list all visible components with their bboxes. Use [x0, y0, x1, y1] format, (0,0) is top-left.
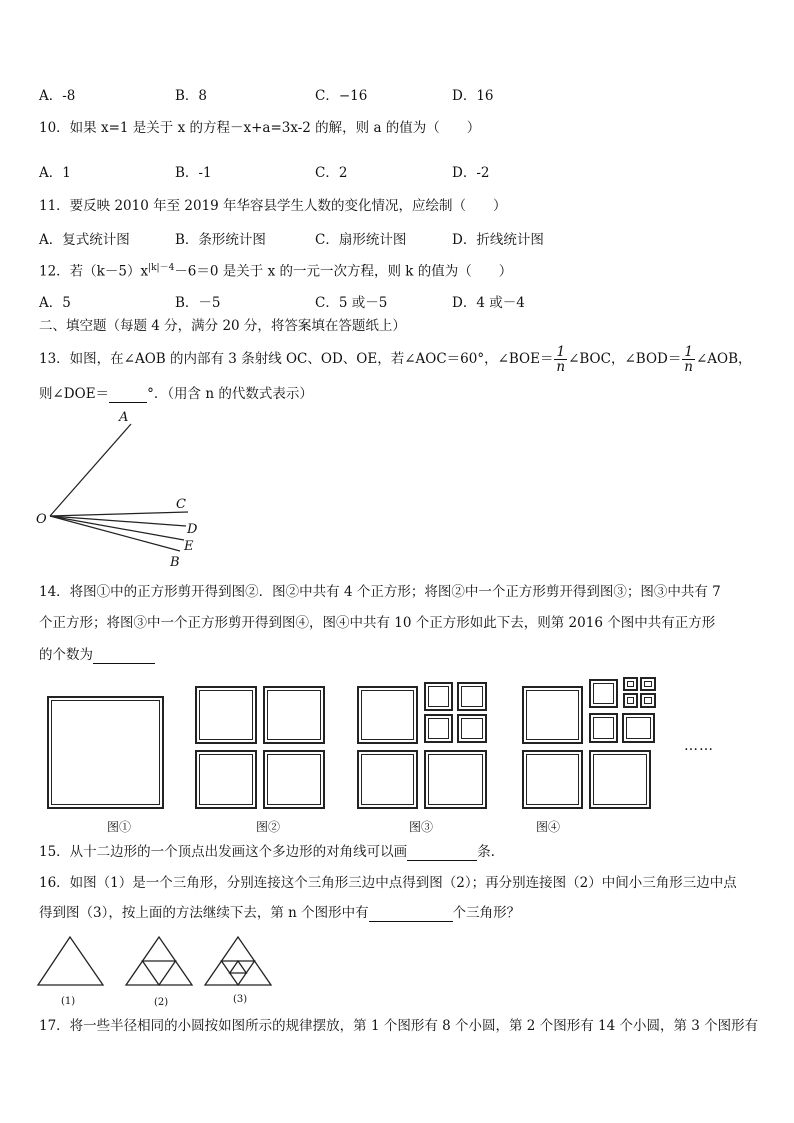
q16-caption-3: (3)	[233, 994, 248, 1005]
label-e: E	[184, 539, 194, 554]
fig2-square	[195, 750, 257, 809]
q16-triangle-figures	[30, 932, 280, 1012]
fig4-tiny-square	[623, 693, 638, 708]
q13-part3: ∠AOB，	[695, 351, 752, 367]
ray-oc	[50, 512, 188, 516]
q12-options	[39, 291, 639, 309]
q10-stem: 10．如果 x=1 是关于 x 的方程－x+a=3x-2 的解，则 a 的值为（ ）	[39, 120, 481, 136]
fig3-square	[357, 750, 418, 809]
q14-line3-text: 的个数为	[39, 647, 93, 663]
q11-option-d: D．折线统计图	[452, 232, 544, 248]
q11-options	[39, 228, 639, 246]
q13-line1	[39, 342, 752, 376]
q10-options	[39, 161, 639, 179]
label-c: C	[176, 497, 186, 512]
q13-fraction-1: $\frac{1}{n}$	[556, 344, 566, 375]
q13-part2: ∠BOC，∠BOD＝	[568, 351, 682, 367]
label-d: D	[187, 522, 198, 537]
fig4-square	[522, 750, 583, 809]
fig3-square	[424, 750, 487, 809]
q14-line3	[39, 646, 155, 664]
q9-option-a: A．-8	[39, 88, 76, 104]
fig1-caption: 图①	[107, 820, 132, 834]
q12-option-b: B．－5	[175, 295, 221, 311]
q16-caption-2: (2)	[154, 997, 169, 1008]
q14-ellipsis: ……	[684, 738, 714, 754]
q16-line2	[39, 904, 520, 922]
triangle-fig3-innermost	[230, 961, 247, 973]
q16-line2-a: 得到图（3），按上面的方法继续下去，第 n 个图形中有	[39, 905, 369, 921]
q9-option-d: D．16	[452, 88, 494, 104]
fig4-small-square	[589, 713, 618, 743]
q10-option-d: D．-2	[452, 165, 490, 181]
fig3-caption: 图③	[409, 820, 434, 834]
q13-answer-blank	[109, 388, 147, 403]
fig3-small-square	[424, 682, 453, 711]
ray-oa	[50, 424, 131, 516]
q12-stem-a: 12．若（k－5）x	[39, 263, 149, 280]
q15-text-b: 条.	[477, 844, 495, 860]
fig2-caption: 图②	[256, 820, 281, 834]
q16-answer-blank	[369, 907, 453, 922]
fig4-tiny-square	[640, 693, 656, 708]
q11-stem: 11．要反映 2010 年至 2019 年华容县学生人数的变化情况，应绘制（ ）	[39, 198, 507, 214]
q12-option-c: C．5 或－5	[315, 295, 388, 311]
q11-option-c: C．扇形统计图	[315, 232, 407, 248]
fig4-tiny-square	[623, 677, 638, 691]
ray-oe	[50, 516, 184, 540]
q11-option-b: B．条形统计图	[175, 232, 266, 248]
fig4-square	[522, 686, 583, 744]
q12-stem-b: －6＝0 是关于 x 的一元一次方程，则 k 的值为（ ）	[174, 263, 513, 280]
fig1-square	[47, 696, 164, 809]
fig2-square	[195, 686, 257, 744]
q14-line2: 个正方形；将图③中一个正方形剪开得到图④，图④中共有 10 个正方形如此下去，则第 2016 个图中共有正方形	[39, 615, 716, 631]
q13-angle-figure	[30, 405, 210, 575]
q16-line2-b: 个三角形？	[452, 905, 521, 921]
q10-option-b: B．-1	[175, 165, 212, 181]
q10-option-c: C．2	[315, 165, 348, 181]
label-b: B	[170, 555, 180, 570]
q16-caption-1: (1)	[61, 996, 76, 1007]
q12-stem	[39, 259, 512, 281]
q12-option-a: A．5	[39, 295, 71, 311]
fig4-small-square	[622, 713, 655, 743]
q17-line1: 17．将一些半径相同的小圆按如图所示的规律摆放，第 1 个图形有 8 个小圆，第 2 个图形有 14 个小圆，第 3 个图形有	[39, 1018, 759, 1034]
q13-part1: 13．如图，在∠AOB 的内部有 3 条射线 OC、OD、OE，若∠AOC＝60°，∠BOE＝	[39, 351, 554, 367]
fig4-tiny-square	[640, 677, 656, 691]
fig3-small-square	[457, 714, 487, 743]
q10-option-a: A．1	[39, 165, 71, 181]
fig3-small-square	[424, 714, 453, 743]
fig4-small-square	[589, 679, 618, 708]
section-heading: 二、填空题（每题 4 分，满分 20 分，将答案填在答题纸上）	[39, 318, 406, 334]
triangle-fig2-inner	[143, 961, 176, 985]
q16-line1: 16．如图（1）是一个三角形，分别连接这个三角形三边中点得到图（2）；再分别连接图（2）中间小三角形三边中点	[39, 875, 737, 891]
label-a: A	[119, 410, 129, 425]
q12-exponent: |k|－4	[148, 263, 175, 273]
q11-option-a: A．复式统计图	[39, 232, 130, 248]
q9-option-b: B．8	[175, 88, 208, 104]
q13-line2	[39, 385, 313, 403]
q9-options	[39, 84, 639, 102]
q14-line1: 14．将图①中的正方形剪开得到图②．图②中共有 4 个正方形；将图②中一个正方形剪开得到图③；图③中共有 7	[39, 584, 721, 600]
q14-answer-blank	[93, 649, 155, 664]
q13-line2-b: °．（用含 n 的代数式表示）	[147, 386, 313, 402]
q13-line2-a: 则∠DOE＝	[39, 386, 110, 402]
q15-text-a: 15．从十二边形的一个顶点出发画这个多边形的对角线可以画	[39, 844, 408, 860]
triangle-fig1	[38, 937, 103, 985]
q15	[39, 843, 495, 861]
fig2-square	[263, 686, 325, 744]
fig4-square	[589, 750, 651, 809]
q13-fraction-2: $\frac{1}{n}$	[684, 344, 693, 375]
fig3-square	[357, 686, 418, 744]
label-o: O	[36, 512, 47, 527]
q9-option-c: C．−16	[315, 88, 368, 104]
q15-answer-blank	[407, 846, 477, 861]
fig4-caption: 图④	[536, 820, 561, 834]
fig2-square	[263, 750, 325, 809]
q12-option-d: D．4 或－4	[452, 295, 525, 311]
fig3-small-square	[457, 682, 487, 711]
